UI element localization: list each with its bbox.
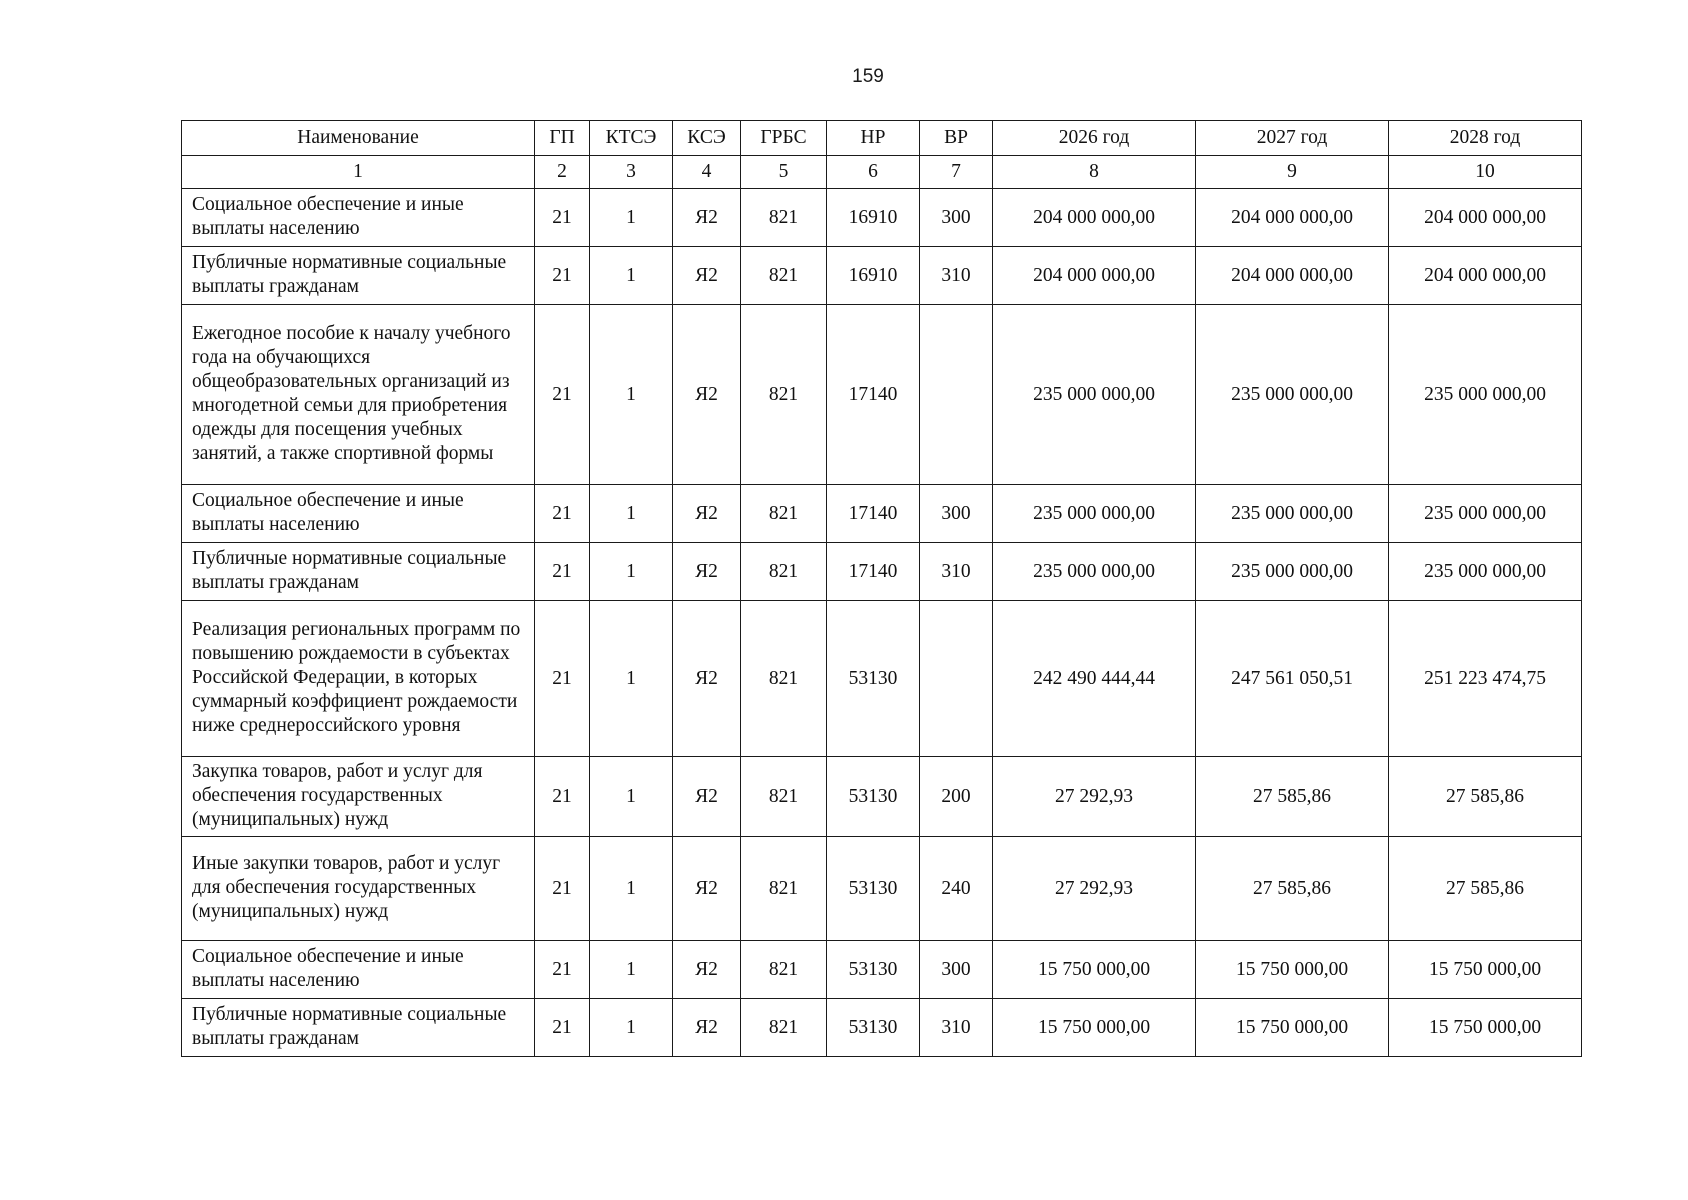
row-kse: Я2: [673, 189, 741, 247]
row-ktse: 1: [590, 189, 673, 247]
row-vr: 310: [920, 543, 993, 601]
row-2027: 15 750 000,00: [1196, 941, 1389, 999]
row-2028: 15 750 000,00: [1389, 941, 1582, 999]
row-2026: 235 000 000,00: [993, 485, 1196, 543]
row-2026: 27 292,93: [993, 837, 1196, 941]
row-nr: 53130: [827, 941, 920, 999]
header-2027: 2027 год: [1196, 121, 1389, 156]
row-ktse: 1: [590, 601, 673, 757]
column-number-row: [182, 156, 1582, 189]
column-number: 1: [182, 156, 535, 189]
row-name: Публичные нормативные социальные выплаты гражданам: [182, 999, 535, 1057]
row-nr: 53130: [827, 999, 920, 1057]
row-2026: 204 000 000,00: [993, 189, 1196, 247]
table-row: [182, 837, 1582, 941]
budget-table: [181, 120, 1582, 1057]
row-gp: 21: [535, 485, 590, 543]
row-kse: Я2: [673, 837, 741, 941]
row-kse: Я2: [673, 999, 741, 1057]
row-2026: 242 490 444,44: [993, 601, 1196, 757]
row-nr: 53130: [827, 837, 920, 941]
row-2026: 235 000 000,00: [993, 543, 1196, 601]
header-row: [182, 121, 1582, 156]
row-2027: 235 000 000,00: [1196, 305, 1389, 485]
row-name: Закупка товаров, работ и услуг для обеспечения государственных (муниципальных) нужд: [182, 757, 535, 837]
row-vr: [920, 305, 993, 485]
row-ktse: 1: [590, 837, 673, 941]
row-nr: 53130: [827, 757, 920, 837]
row-2027: 27 585,86: [1196, 837, 1389, 941]
row-name: Реализация региональных программ по повышению рождаемости в субъектах Российской Федерации, в которых суммарный коэффициент рождаемости ниже среднероссийского уровня: [182, 601, 535, 757]
table-row: [182, 305, 1582, 485]
row-grbs: 821: [741, 601, 827, 757]
row-vr: 310: [920, 247, 993, 305]
row-ktse: 1: [590, 485, 673, 543]
row-2027: 247 561 050,51: [1196, 601, 1389, 757]
header-2028: 2028 год: [1389, 121, 1582, 156]
row-2028: 27 585,86: [1389, 757, 1582, 837]
row-grbs: 821: [741, 837, 827, 941]
row-2028: 235 000 000,00: [1389, 543, 1582, 601]
column-number: 9: [1196, 156, 1389, 189]
header-name: Наименование: [182, 121, 535, 156]
row-kse: Я2: [673, 543, 741, 601]
row-2026: 204 000 000,00: [993, 247, 1196, 305]
column-number: 4: [673, 156, 741, 189]
row-gp: 21: [535, 305, 590, 485]
row-2026: 27 292,93: [993, 757, 1196, 837]
row-2027: 235 000 000,00: [1196, 543, 1389, 601]
row-kse: Я2: [673, 305, 741, 485]
row-2028: 235 000 000,00: [1389, 485, 1582, 543]
header-grbs: ГРБС: [741, 121, 827, 156]
row-grbs: 821: [741, 189, 827, 247]
row-name: Ежегодное пособие к началу учебного года на обучающихся общеобразовательных организаций из многодетной семьи для приобретения одежды для посещения учебных занятий, а также спортивной формы: [182, 305, 535, 485]
row-vr: 300: [920, 941, 993, 999]
row-nr: 17140: [827, 305, 920, 485]
row-2028: 251 223 474,75: [1389, 601, 1582, 757]
row-name: Социальное обеспечение и иные выплаты населению: [182, 941, 535, 999]
row-gp: 21: [535, 999, 590, 1057]
row-2028: 27 585,86: [1389, 837, 1582, 941]
row-ktse: 1: [590, 543, 673, 601]
row-gp: 21: [535, 757, 590, 837]
row-ktse: 1: [590, 999, 673, 1057]
row-2026: 235 000 000,00: [993, 305, 1196, 485]
row-2027: 15 750 000,00: [1196, 999, 1389, 1057]
row-name: Иные закупки товаров, работ и услуг для обеспечения государственных (муниципальных) нужд: [182, 837, 535, 941]
row-gp: 21: [535, 941, 590, 999]
row-vr: 200: [920, 757, 993, 837]
row-gp: 21: [535, 247, 590, 305]
table-row: [182, 247, 1582, 305]
row-vr: 310: [920, 999, 993, 1057]
row-2027: 235 000 000,00: [1196, 485, 1389, 543]
column-number: 8: [993, 156, 1196, 189]
row-nr: 17140: [827, 543, 920, 601]
row-vr: [920, 601, 993, 757]
row-2028: 204 000 000,00: [1389, 189, 1582, 247]
header-nr: НР: [827, 121, 920, 156]
row-2028: 204 000 000,00: [1389, 247, 1582, 305]
row-vr: 300: [920, 189, 993, 247]
row-grbs: 821: [741, 999, 827, 1057]
table-row: [182, 757, 1582, 837]
row-vr: 300: [920, 485, 993, 543]
row-name: Социальное обеспечение и иные выплаты населению: [182, 189, 535, 247]
row-grbs: 821: [741, 485, 827, 543]
row-2026: 15 750 000,00: [993, 999, 1196, 1057]
row-2028: 235 000 000,00: [1389, 305, 1582, 485]
row-grbs: 821: [741, 543, 827, 601]
row-2027: 27 585,86: [1196, 757, 1389, 837]
row-gp: 21: [535, 189, 590, 247]
header-gp: ГП: [535, 121, 590, 156]
table-row: [182, 189, 1582, 247]
row-grbs: 821: [741, 247, 827, 305]
row-kse: Я2: [673, 247, 741, 305]
column-number: 7: [920, 156, 993, 189]
row-gp: 21: [535, 601, 590, 757]
row-gp: 21: [535, 543, 590, 601]
row-name: Публичные нормативные социальные выплаты гражданам: [182, 247, 535, 305]
table-row: [182, 543, 1582, 601]
header-2026: 2026 год: [993, 121, 1196, 156]
row-kse: Я2: [673, 485, 741, 543]
table-row: [182, 941, 1582, 999]
column-number: 3: [590, 156, 673, 189]
row-name: Публичные нормативные социальные выплаты гражданам: [182, 543, 535, 601]
row-kse: Я2: [673, 757, 741, 837]
row-nr: 17140: [827, 485, 920, 543]
row-grbs: 821: [741, 757, 827, 837]
row-name: Социальное обеспечение и иные выплаты населению: [182, 485, 535, 543]
column-number: 5: [741, 156, 827, 189]
row-2027: 204 000 000,00: [1196, 189, 1389, 247]
column-number: 2: [535, 156, 590, 189]
row-2027: 204 000 000,00: [1196, 247, 1389, 305]
column-number: 6: [827, 156, 920, 189]
table-row: [182, 601, 1582, 757]
header-ktse: КТСЭ: [590, 121, 673, 156]
row-kse: Я2: [673, 941, 741, 999]
row-kse: Я2: [673, 601, 741, 757]
table-row: [182, 999, 1582, 1057]
row-gp: 21: [535, 837, 590, 941]
row-ktse: 1: [590, 941, 673, 999]
row-grbs: 821: [741, 305, 827, 485]
column-number: 10: [1389, 156, 1582, 189]
row-2028: 15 750 000,00: [1389, 999, 1582, 1057]
header-vr: ВР: [920, 121, 993, 156]
row-ktse: 1: [590, 757, 673, 837]
row-nr: 53130: [827, 601, 920, 757]
header-kse: КСЭ: [673, 121, 741, 156]
row-nr: 16910: [827, 247, 920, 305]
row-ktse: 1: [590, 247, 673, 305]
row-vr: 240: [920, 837, 993, 941]
row-grbs: 821: [741, 941, 827, 999]
page-number: 159: [852, 66, 884, 87]
row-ktse: 1: [590, 305, 673, 485]
row-2026: 15 750 000,00: [993, 941, 1196, 999]
row-nr: 16910: [827, 189, 920, 247]
table-row: [182, 485, 1582, 543]
